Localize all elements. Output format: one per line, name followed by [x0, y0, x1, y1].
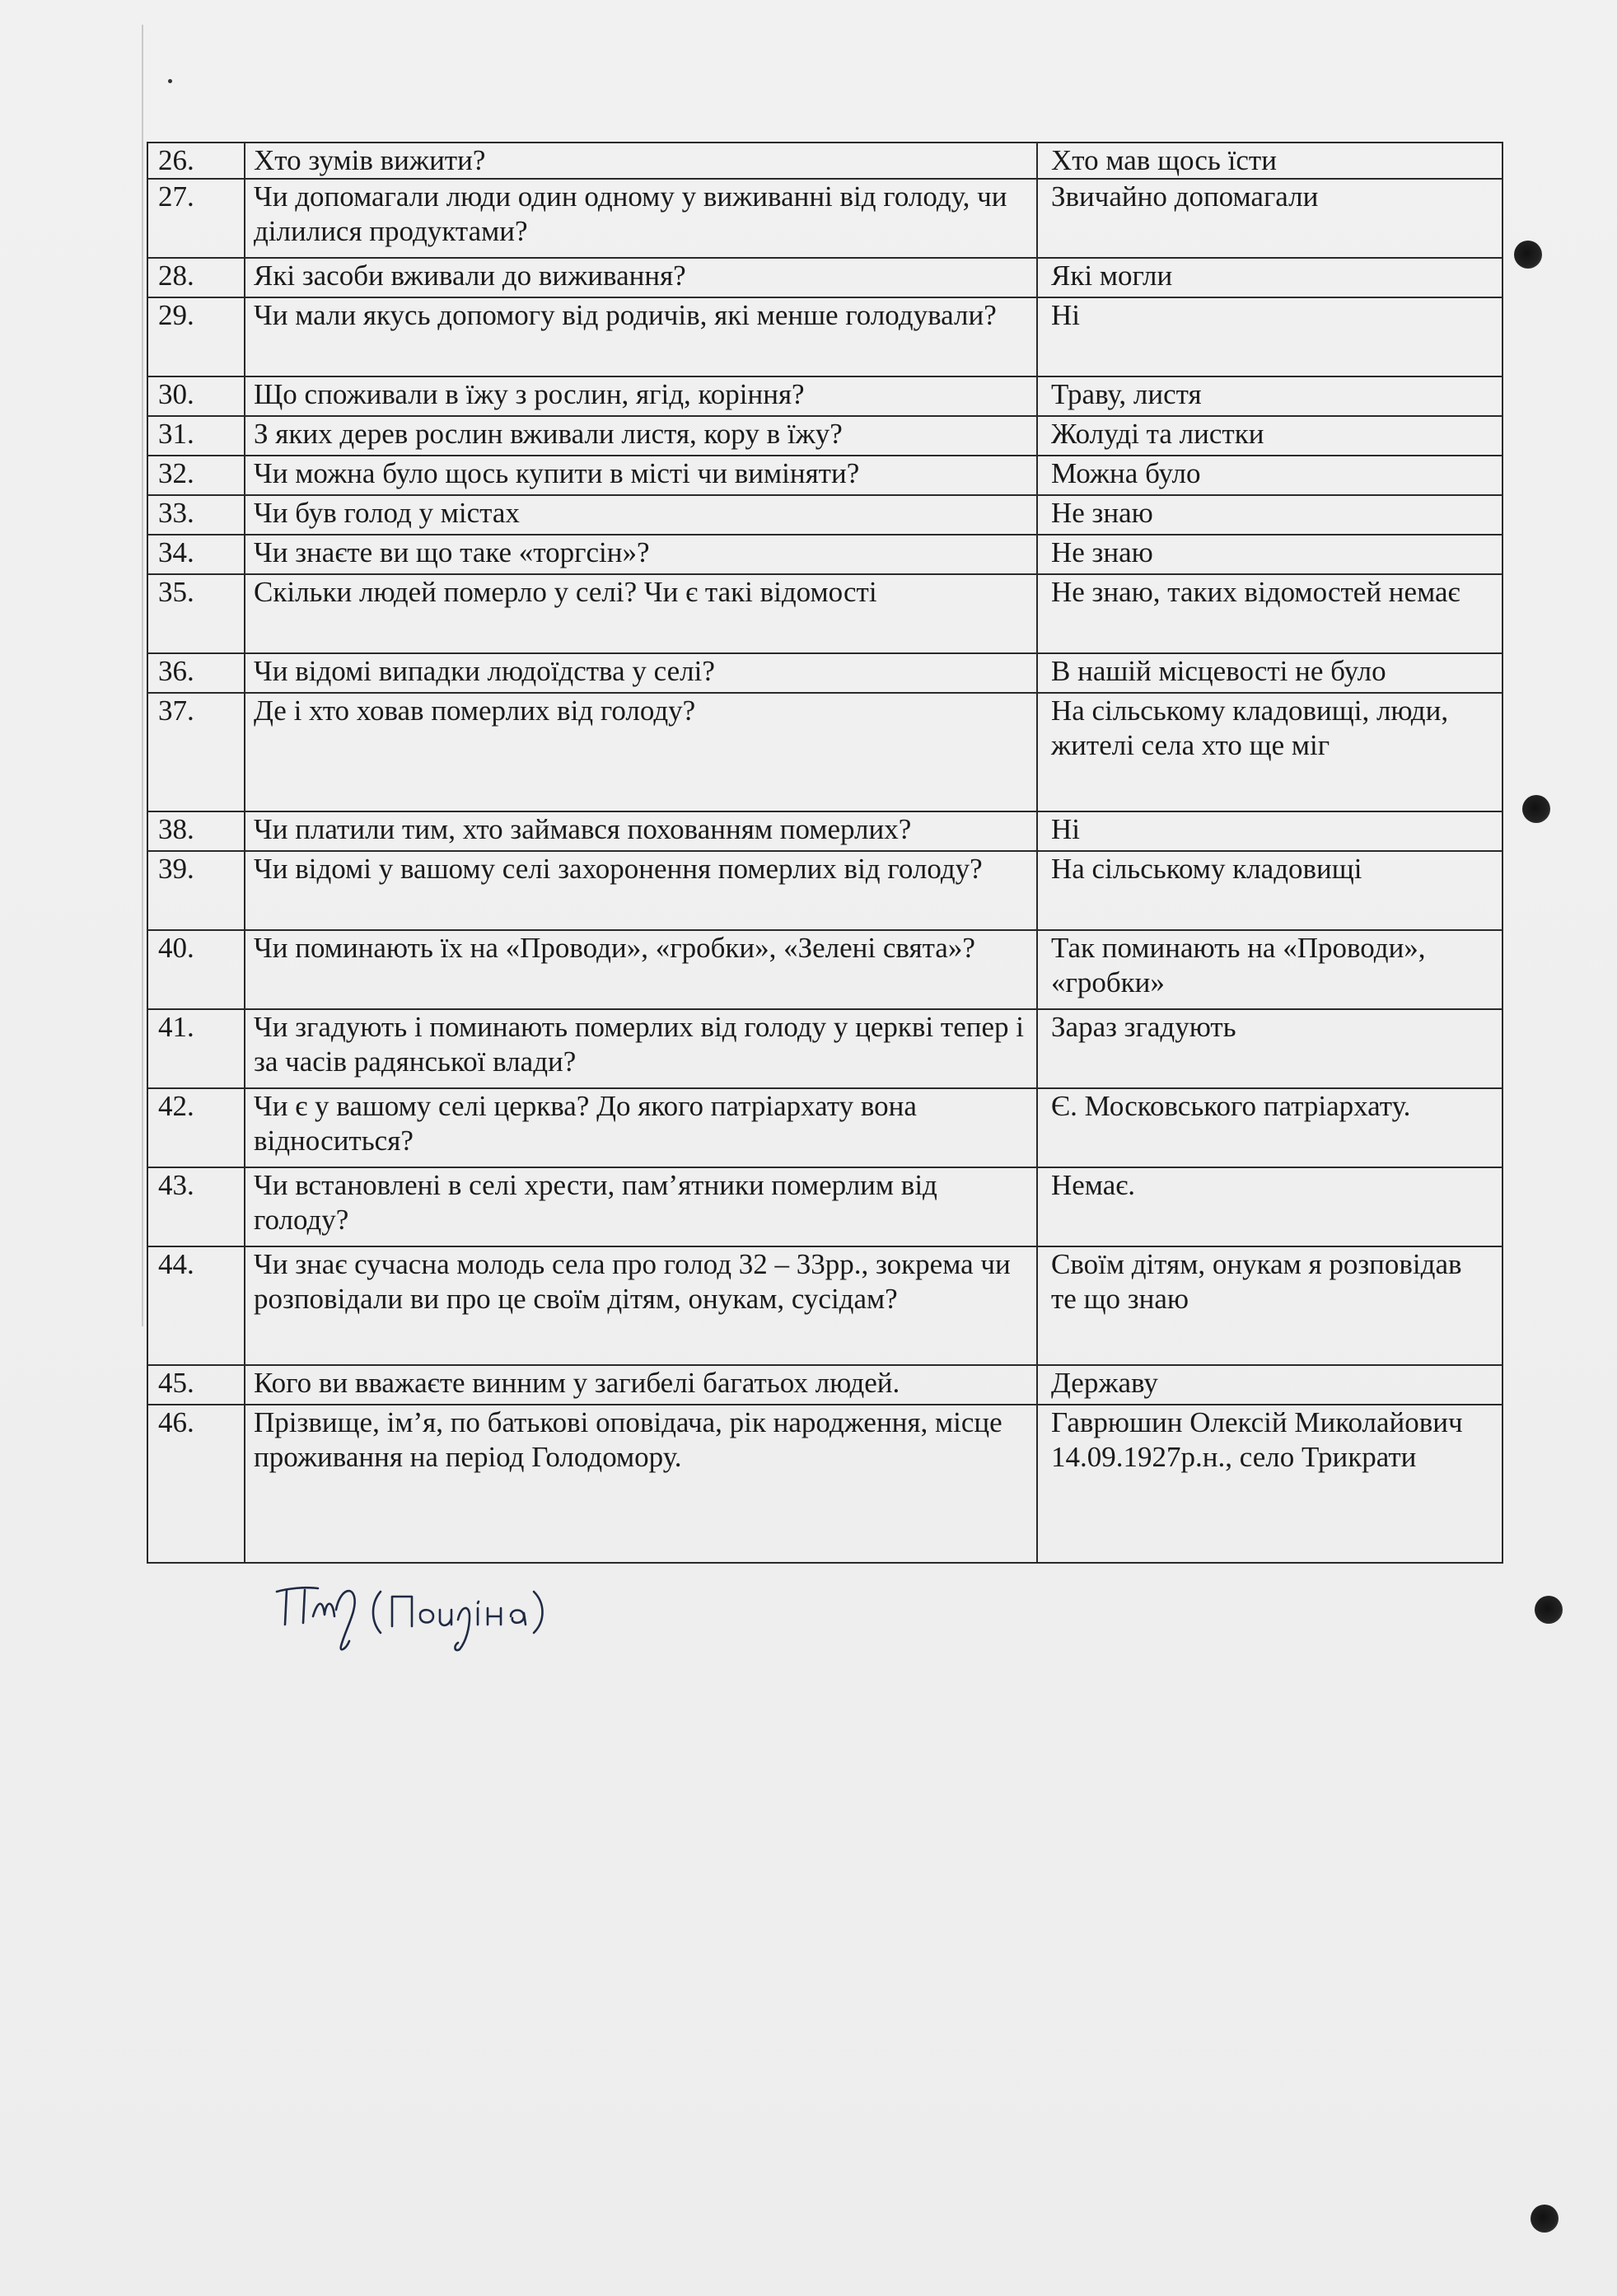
row-number: 30. — [147, 376, 245, 416]
row-number: 39. — [147, 851, 245, 930]
row-question: Які засоби вживали до виживання? — [245, 258, 1037, 297]
row-answer: Так поминають на «Проводи», «гробки» — [1037, 930, 1503, 1009]
row-question: Чи платили тим, хто займався похованням померлих? — [245, 811, 1037, 851]
row-number: 42. — [147, 1088, 245, 1167]
punch-hole-icon — [1535, 1596, 1563, 1624]
row-answer: Гаврюшин Олексій Миколайович 14.09.1927р.н., село Трикрати — [1037, 1405, 1503, 1563]
row-answer: В нашій місцевості не було — [1037, 653, 1503, 693]
row-answer: Не знаю — [1037, 535, 1503, 574]
row-answer: Які могли — [1037, 258, 1503, 297]
row-number: 41. — [147, 1009, 245, 1088]
row-answer: Немає. — [1037, 1167, 1503, 1246]
row-answer: Не знаю, таких відомостей немає — [1037, 574, 1503, 653]
row-question: Чи є у вашому селі церква? До якого патріархату вона відноситься? — [245, 1088, 1037, 1167]
table-row — [147, 1167, 1503, 1246]
table-row — [147, 179, 1503, 258]
row-number: 29. — [147, 297, 245, 376]
table-row — [147, 297, 1503, 376]
row-number: 33. — [147, 495, 245, 535]
table-row — [147, 653, 1503, 693]
row-number: 28. — [147, 258, 245, 297]
questionnaire-table — [147, 142, 1503, 1564]
row-question: Чи відомі у вашому селі захоронення померлих від голоду? — [245, 851, 1037, 930]
table-row — [147, 693, 1503, 811]
table-row — [147, 1405, 1503, 1563]
table-row — [147, 1246, 1503, 1365]
punch-hole-icon — [1514, 241, 1542, 269]
table-row — [147, 376, 1503, 416]
row-answer: Є. Московського патріархату. — [1037, 1088, 1503, 1167]
ink-dot — [168, 79, 172, 83]
row-question: Скільки людей померло у селі? Чи є такі відомості — [245, 574, 1037, 653]
row-question: Що споживали в їжу з рослин, ягід, коріння? — [245, 376, 1037, 416]
table-row — [147, 258, 1503, 297]
row-answer: Звичайно допомагали — [1037, 179, 1503, 258]
row-answer: Своїм дітям, онукам я розповідав те що знаю — [1037, 1246, 1503, 1365]
row-question: Кого ви вважаєте винним у загибелі багатьох людей. — [245, 1365, 1037, 1405]
row-answer: Ні — [1037, 811, 1503, 851]
row-answer: На сільському кладовищі — [1037, 851, 1503, 930]
row-number: 40. — [147, 930, 245, 1009]
row-number: 46. — [147, 1405, 245, 1563]
row-question: Хто зумів вижити? — [245, 143, 1037, 179]
table-row — [147, 930, 1503, 1009]
row-number: 38. — [147, 811, 245, 851]
table-row — [147, 456, 1503, 495]
table-row — [147, 495, 1503, 535]
row-answer: Траву, листя — [1037, 376, 1503, 416]
row-answer: Зараз згадують — [1037, 1009, 1503, 1088]
row-question: Чи згадують і поминають померлих від голоду у церкві тепер і за часів радянської влади? — [245, 1009, 1037, 1088]
row-question: Чи мали якусь допомогу від родичів, які менше голодували? — [245, 297, 1037, 376]
row-number: 31. — [147, 416, 245, 456]
page-edge-line — [142, 25, 143, 1326]
row-question: Чи знає сучасна молодь села про голод 32 – 33рр., зокрема чи розповідали ви про це своїм дітям, онукам, сусідам? — [245, 1246, 1037, 1365]
punch-hole-icon — [1531, 2205, 1559, 2233]
table-row — [147, 851, 1503, 930]
table-row — [147, 1088, 1503, 1167]
table-row — [147, 535, 1503, 574]
row-number: 36. — [147, 653, 245, 693]
table-row — [147, 416, 1503, 456]
table-row — [147, 1009, 1503, 1088]
row-question: Чи поминають їх на «Проводи», «гробки», «Зелені свята»? — [245, 930, 1037, 1009]
table-row — [147, 811, 1503, 851]
table-row — [147, 143, 1503, 179]
row-question: З яких дерев рослин вживали листя, кору в їжу? — [245, 416, 1037, 456]
row-question: Чи знаєте ви що таке «торгсін»? — [245, 535, 1037, 574]
row-question: Прізвище, ім’я, по батькові оповідача, рік народження, місце проживання на період Голодомору. — [245, 1405, 1037, 1563]
signature-icon — [272, 1567, 618, 1658]
row-number: 26. — [147, 143, 245, 179]
row-number: 43. — [147, 1167, 245, 1246]
row-question: Чи допомагали люди один одному у виживанні від голоду, чи ділилися продуктами? — [245, 179, 1037, 258]
row-question: Чи був голод у містах — [245, 495, 1037, 535]
row-number: 45. — [147, 1365, 245, 1405]
row-question: Чи встановлені в селі хрести, пам’ятники померлим від голоду? — [245, 1167, 1037, 1246]
punch-hole-icon — [1522, 795, 1550, 823]
row-question: Чи можна було щось купити в місті чи виміняти? — [245, 456, 1037, 495]
row-answer: Ні — [1037, 297, 1503, 376]
row-answer: Жолуді та листки — [1037, 416, 1503, 456]
row-number: 35. — [147, 574, 245, 653]
row-number: 44. — [147, 1246, 245, 1365]
row-number: 34. — [147, 535, 245, 574]
row-question: Де і хто ховав померлих від голоду? — [245, 693, 1037, 811]
table-row — [147, 574, 1503, 653]
row-answer: На сільському кладовищі, люди, жителі села хто ще міг — [1037, 693, 1503, 811]
row-answer: Державу — [1037, 1365, 1503, 1405]
handwritten-signature — [272, 1567, 618, 1658]
row-answer: Хто мав щось їсти — [1037, 143, 1503, 179]
row-answer: Не знаю — [1037, 495, 1503, 535]
row-question: Чи відомі випадки людоїдства у селі? — [245, 653, 1037, 693]
row-number: 37. — [147, 693, 245, 811]
table-row — [147, 1365, 1503, 1405]
row-answer: Можна було — [1037, 456, 1503, 495]
questionnaire-rows — [147, 143, 1503, 1563]
row-number: 32. — [147, 456, 245, 495]
row-number: 27. — [147, 179, 245, 258]
